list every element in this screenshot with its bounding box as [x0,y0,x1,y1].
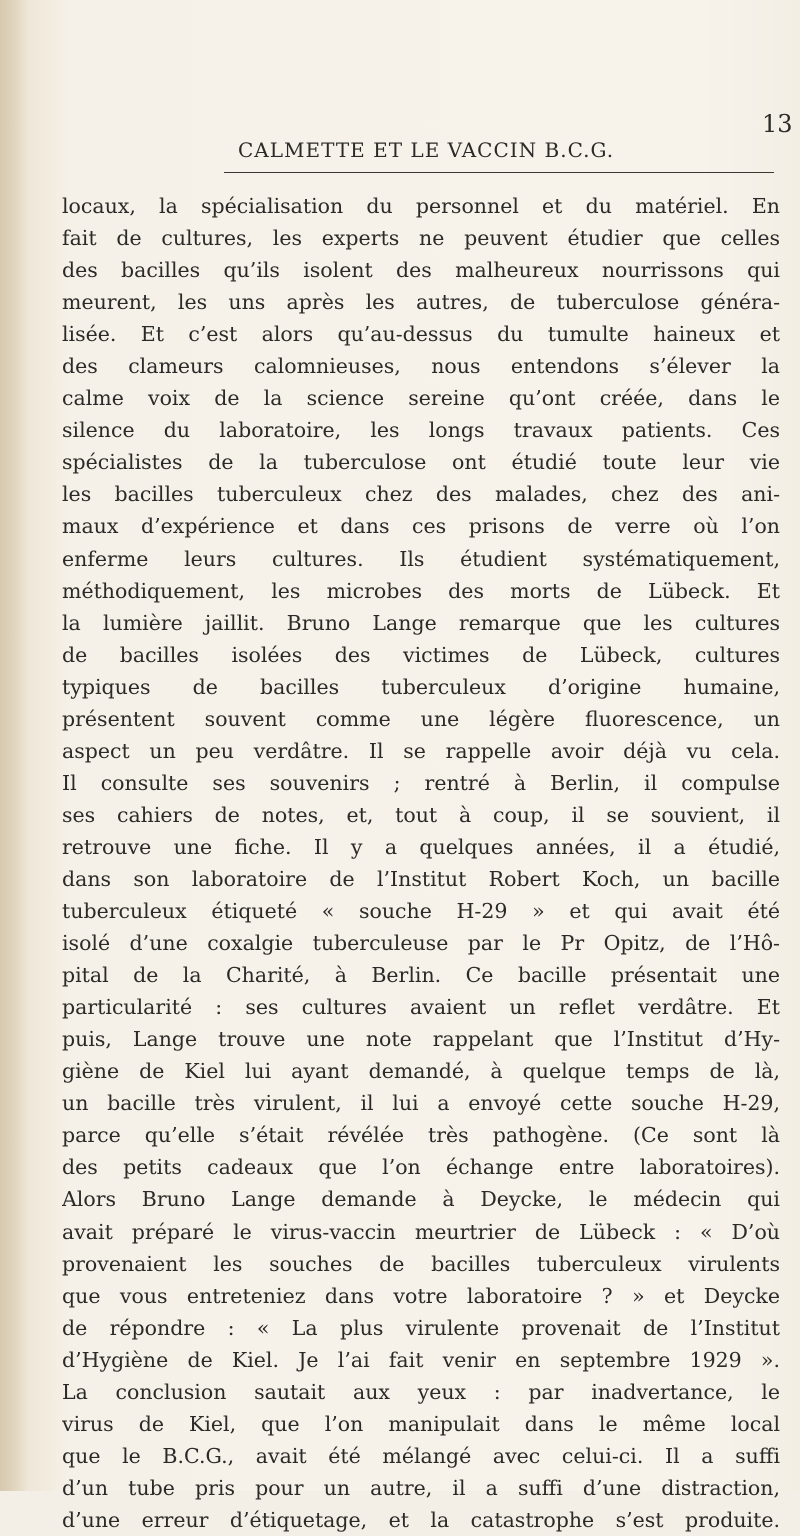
text-line: dans son laboratoire de l’Institut Robert Koch, un bacille [62,866,780,891]
page-edge-shadow [0,0,28,1491]
text-line: particularité : ses cultures avaient un reflet verdâtre. Et [62,995,780,1020]
text-line: giène de Kiel lui ayant demandé, à quelque temps de là, [62,1059,780,1084]
text-line: retrouve une fiche. Il y a quelques années, il a étudié, [62,834,780,859]
text-line: méthodiquement, les microbes des morts de Lübeck. Et [62,578,780,603]
text-line: spécialistes de la tuberculose ont étudié toute leur vie [62,450,780,475]
text-line: virus de Kiel, que l’on manipulait dans le même local [62,1411,780,1436]
text-line: tuberculeux étiqueté « souche H-29 » et qui avait été [62,899,780,924]
text-line: un bacille très virulent, il lui a envoyé cette souche H-29, [62,1091,780,1116]
text-line: meurent, les uns après les autres, de tuberculose généra- [62,290,780,315]
text-line: d’une erreur d’étiquetage, et la catastrophe s’est produite. [62,1507,780,1532]
text-line: lisée. Et c’est alors qu’au-dessus du tumulte haineux et [62,322,780,347]
text-line: fait de cultures, les experts ne peuvent étudier que celles [62,226,780,251]
text-line: de répondre : « La plus virulente provenait de l’Institut [62,1315,780,1340]
text-line: parce qu’elle s’était révélée très pathogène. (Ce sont là [62,1123,780,1148]
text-line: typiques de bacilles tuberculeux d’origine humaine, [62,674,780,699]
text-line: La conclusion sautait aux yeux : par inadvertance, le [62,1379,780,1404]
text-line: de bacilles isolées des victimes de Lübeck, cultures [62,642,780,667]
text-line: des clameurs calomnieuses, nous entendons s’élever la [62,354,780,379]
text-line: aspect un peu verdâtre. Il se rappelle avoir déjà vu cela. [62,738,780,763]
text-line: silence du laboratoire, les longs travaux patients. Ces [62,418,780,443]
text-line: provenaient les souches de bacilles tuberculeux virulents [62,1251,780,1276]
text-line: des petits cadeaux que l’on échange entre laboratoires). [62,1155,780,1180]
text-line: calme voix de la science sereine qu’ont créée, dans le [62,386,780,411]
text-line: que vous entreteniez dans votre laboratoire ? » et Deycke [62,1283,780,1308]
text-line: isolé d’une coxalgie tuberculeuse par le Pr Opitz, de l’Hô- [62,931,780,956]
text-line: maux d’expérience et dans ces prisons de verre où l’on [62,514,780,539]
running-header: CALMETTE ET LE VACCIN B.C.G. [238,138,615,162]
text-line: avait préparé le virus-vaccin meurtrier de Lübeck : « D’où [62,1219,780,1244]
text-line: pital de la Charité, à Berlin. Ce bacille présentait une [62,963,780,988]
page-number: 13 [762,110,793,138]
text-line: d’Hygiène de Kiel. Je l’ai fait venir en septembre 1929 ». [62,1347,780,1372]
text-line: enferme leurs cultures. Ils étudient systématiquement, [62,546,780,571]
text-line: ses cahiers de notes, et, tout à coup, il se souvient, il [62,802,780,827]
text-line: Il consulte ses souvenirs ; rentré à Berlin, il compulse [62,770,780,795]
header-rule [224,172,774,173]
text-line: puis, Lange trouve une note rappelant que l’Institut d’Hy- [62,1027,780,1052]
body-paragraph [62,190,780,1536]
text-line: des bacilles qu’ils isolent des malheureux nourrissons qui [62,258,780,283]
text-line: présentent souvent comme une légère fluorescence, un [62,706,780,731]
text-line: Alors Bruno Lange demande à Deycke, le médecin qui [62,1187,780,1212]
text-line: les bacilles tuberculeux chez des malades, chez des ani- [62,482,780,507]
text-line: d’un tube pris pour un autre, il a suffi d’une distraction, [62,1475,780,1500]
text-line: que le B.C.G., avait été mélangé avec celui-ci. Il a suffi [62,1443,780,1468]
text-line: la lumière jaillit. Bruno Lange remarque que les cultures [62,610,780,635]
text-line: locaux, la spécialisation du personnel et du matériel. En [62,194,780,218]
